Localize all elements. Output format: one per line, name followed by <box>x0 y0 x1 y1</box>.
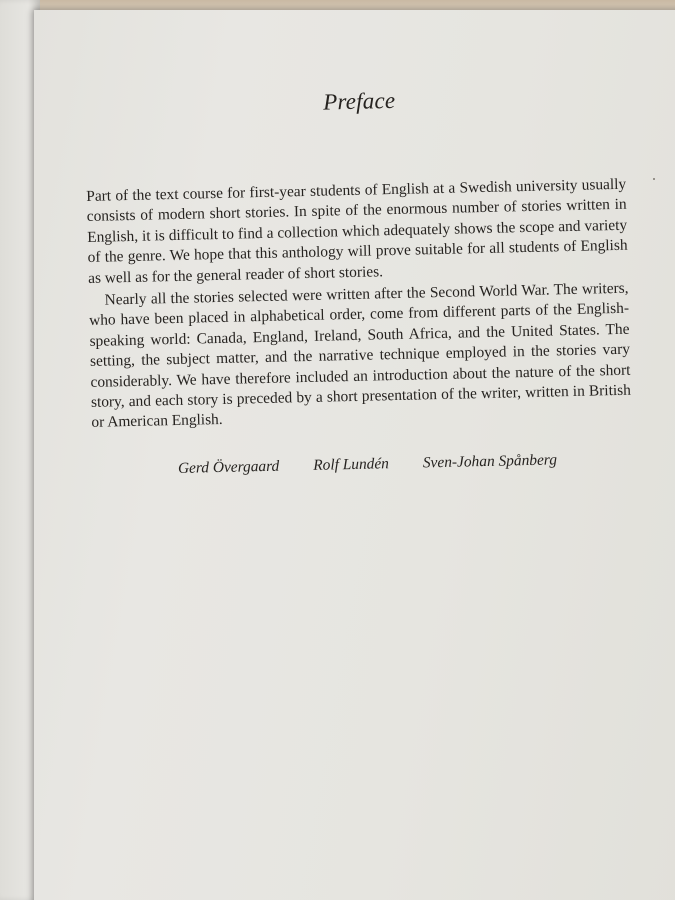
preface-paragraph-2: Nearly all the stories selected were written after the Second World War. The writers, who have been placed in alphabetical order, come from different parts of the English-speaking world: Canada, England, Ireland, South Africa, and the United States. The setting, the subject matter, and the narrative technique employed in the stories vary considerably. We have therefore included an introduction about the nature of the short story, and each story is preceded by a short presentation of the writer, written in British or American English. <box>88 279 632 432</box>
paper-speck <box>653 178 655 180</box>
author-name: Sven-Johan Spånberg <box>422 451 558 472</box>
author-name: Gerd Övergaard <box>177 457 280 477</box>
author-name: Rolf Lundén <box>313 455 390 474</box>
page-title: Preface <box>322 87 396 115</box>
preface-content <box>84 83 633 480</box>
preface-paragraph-1: Part of the text course for first-year students of English at a Swedish university usually consists of modern short stories. In spite of the enormous number of stories written in English, it is difficult to find a collection which adequately shows the scope and variety of the genre. We hope that this anthology will prove suitable for all students of English as well as for the general reader of short stories. <box>86 175 628 287</box>
